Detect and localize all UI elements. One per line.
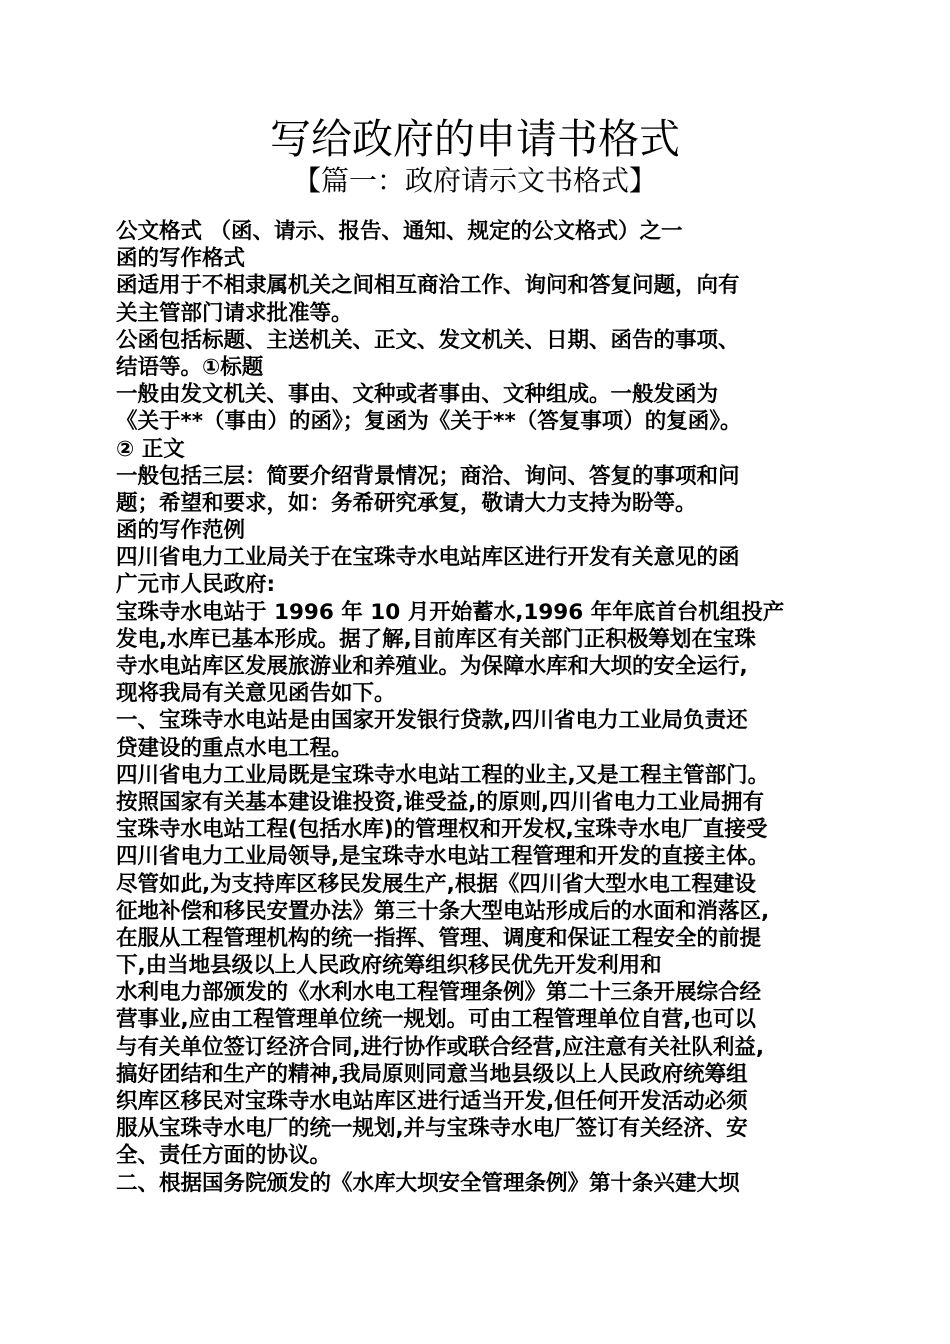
body-line: 函的写作范例 xyxy=(116,518,246,544)
body-line: 广元市人民政府: xyxy=(116,572,276,598)
body-line: 一、宝珠寺水电站是由国家开发银行贷款,四川省电力工业局负责还 xyxy=(116,708,748,734)
body-line: 一般包括三层：简要介绍背景情况；商洽、询问、答复的事项和问 xyxy=(116,463,740,489)
body-line: 营事业,应由工程管理单位统一规划。可由工程管理单位自营,也可以 xyxy=(116,1007,756,1033)
body-line: 征地补偿和移民安置办法》第三十条大型电站形成后的水面和消落区, xyxy=(116,898,770,924)
body-line: 宝珠寺水电站工程(包括水库)的管理权和开发权,宝珠寺水电厂直接受 xyxy=(116,817,768,843)
body-line: 全、责任方面的协议。 xyxy=(116,1143,332,1169)
body-line: 四川省电力工业局领导,是宝珠寺水电站工程管理和开发的直接主体。 xyxy=(116,844,770,870)
body-line: 题；希望和要求，如：务希研究承复，敬请大力支持为盼等。 xyxy=(116,490,697,516)
body-line: 搞好团结和生产的精神,我局原则同意当地县级以上人民政府统筹组 xyxy=(116,1061,748,1087)
body-line: 织库区移民对宝珠寺水电站库区进行适当开发,但任何开发活动必须 xyxy=(116,1089,748,1114)
body-line: 贷建设的重点水电工程。 xyxy=(116,735,353,761)
body-line: 现将我局有关意见函告如下。 xyxy=(116,681,396,707)
body-line: 关主管部门请求批准等。 xyxy=(116,300,353,326)
document-title: 写给政府的申请书格式 xyxy=(270,115,680,163)
body-line: 下,由当地县级以上人民政府统筹组织移民优先开发利用和 xyxy=(116,953,662,979)
body-line: 结语等。①标题 xyxy=(116,354,264,380)
body-line: 二、根据国务院颁发的《水库大坝安全管理条例》第十条兴建大坝 xyxy=(116,1170,740,1196)
body-line: ② 正文 xyxy=(116,436,185,462)
body-line: 四川省电力工业局关于在宝珠寺水电站库区进行开发有关意见的函 xyxy=(116,545,740,571)
body-line: 与有关单位签订经济合同,进行协作或联合经营,应注意有关社队利益, xyxy=(116,1034,765,1060)
body-line: 函的写作格式 xyxy=(116,246,246,272)
body-line: 服从宝珠寺水电厂的统一规划,并与宝珠寺水电厂签订有关经济、安 xyxy=(116,1116,748,1142)
body-line: 寺水电站库区发展旅游业和养殖业。为保障水库和大坝的安全运行, xyxy=(116,654,748,679)
body-line: 尽管如此,为支持库区移民发展生产,根据《四川省大型水电工程建设 xyxy=(116,871,756,897)
body-line: 公文格式 （函、请示、报告、通知、规定的公文格式）之一 xyxy=(116,219,683,244)
body-line: 水利电力部颁发的《水利水电工程管理条例》第二十三条开展综合经 xyxy=(116,980,762,1006)
body-line: 《关于**（事由）的函》；复函为《关于**（答复事项）的复函》。 xyxy=(116,409,742,435)
body-line: 宝珠寺水电站于 1996 年 10 月开始蓄水,1996 年年底首台机组投产 xyxy=(116,599,785,625)
body-line: 按照国家有关基本建设谁投资,谁受益,的原则,四川省电力工业局拥有 xyxy=(116,789,765,815)
document-subtitle: 【篇一：政府请示文书格式】 xyxy=(292,164,657,197)
body-line: 公函包括标题、主送机关、正文、发文机关、日期、函告的事项、 xyxy=(116,327,740,353)
body-line: 一般由发文机关、事由、文种或者事由、文种组成。一般发函为 xyxy=(116,382,719,408)
body-line: 发电,水库已基本形成。据了解,目前库区有关部门正积极筹划在宝珠 xyxy=(116,626,756,652)
body-line: 四川省电力工业局既是宝珠寺水电站工程的业主,又是工程主管部门。 xyxy=(116,762,770,788)
body-line: 函适用于不相隶属机关之间相互商洽工作、询问和答复问题，向有 xyxy=(116,273,740,299)
body-line: 在服从工程管理机构的统一指挥、管理、调度和保证工程安全的前提 xyxy=(116,925,762,951)
document-body xyxy=(116,218,844,1197)
